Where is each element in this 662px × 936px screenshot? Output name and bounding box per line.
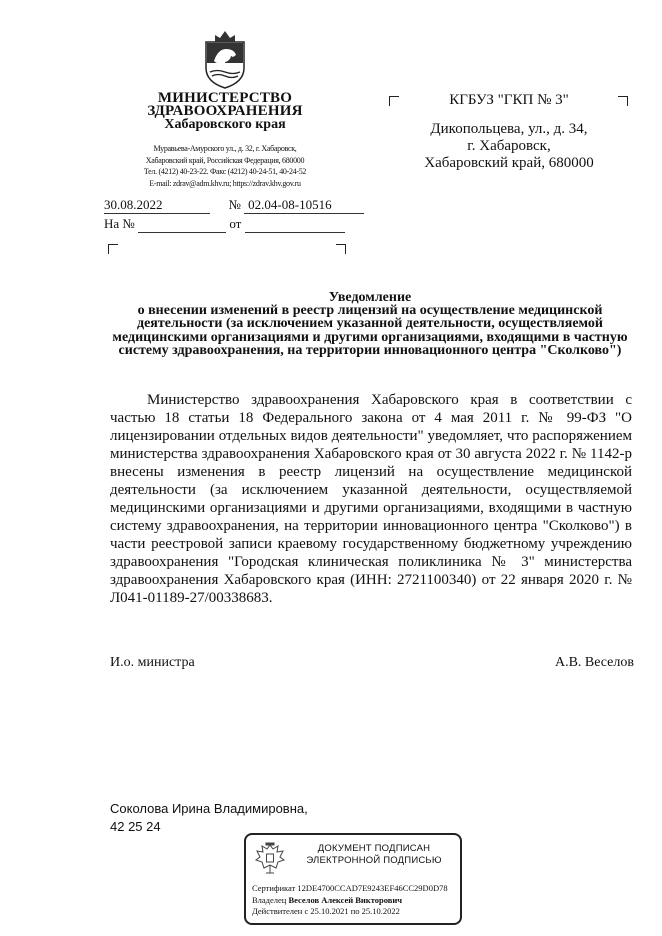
owner-row [252, 895, 448, 907]
coat-of-arms-icon [200, 28, 250, 90]
eagle-emblem-icon [254, 841, 286, 877]
stamp-line-1: ДОКУМЕНТ ПОДПИСАН [317, 843, 431, 854]
address-line: E-mail: zdrav@adm.khv.ru; https://zdrav.khv.gov.ru [149, 178, 301, 188]
executor-block [110, 800, 308, 836]
recipient-org: КГБУЗ "ГКП № 3" [449, 92, 569, 108]
electronic-signature-stamp [244, 833, 462, 925]
address-line: Хабаровский край, Российская Федерация, 680000 [145, 155, 305, 165]
recipient-address-line: Дикопольцева, ул., д. 34, [430, 121, 588, 137]
recipient-address-line: Хабаровский край, 680000 [424, 155, 594, 171]
executor-name: Соколова Ирина Владимировна, [110, 801, 308, 816]
stamp-heading [290, 843, 458, 866]
stamp-line-2: ЭЛЕКТРОННОЙ ПОДПИСЬЮ [306, 854, 442, 866]
notice-title-block [106, 291, 634, 357]
ministry-line-3: Хабаровского края [164, 117, 286, 132]
outgoing-number: 02.04-08-10516 [244, 197, 364, 214]
reply-row [104, 216, 345, 233]
corner-mark [108, 244, 118, 254]
stamp-details [252, 883, 448, 918]
notice-title: Уведомление [328, 290, 412, 305]
registration-row [104, 197, 364, 214]
signatory-name: А.В. Веселов [554, 655, 634, 670]
address-line: Муравьева-Амурского ул., д. 32, г. Хабаровск, [153, 144, 297, 153]
recipient-address-line: г. Хабаровск, [467, 138, 551, 154]
ministry-name [108, 92, 342, 131]
owner-name: Веселов Алексей Викторович [288, 894, 403, 905]
recipient-block [400, 92, 618, 172]
corner-mark [618, 96, 628, 106]
notice-body: Министерство здравоохранения Хабаровского края в соответствии с частью 18 статьи 18 Федерального закона от 4 мая 2011 г. № 99-ФЗ "О лицензировании отдельных видов деятельности" уведомляет, что распоряжением министерства здравоохранения Хабаровского края от 30 августа 2022 г. № 1142-р внесены изменения в реестр лицензий на осуществление медицинской деятельности (за исключением указанной деятельности, осуществляемой медицинскими организациями и другими организациями, входящими в частную систему здравоохранения, на территории инновационного центра "Сколково") в части реестровой записи краевому государственному бюджетному учреждению здравоохранения "Городская клиническая поликлиника № 3" министерства здравоохранения Хабаровского края (ИНН: 2721100340) от 22 января 2020 г. № Л041-01189-27/00338683. [110, 392, 632, 606]
ministry-line-1: МИНИСТЕРСТВО [157, 90, 293, 106]
address-line: Тел. (4212) 40-23-22. Факс (4212) 40-24-51, 40-24-52 [143, 167, 307, 176]
number-label: № [228, 197, 241, 212]
certificate-row [252, 883, 448, 895]
certificate-number: 12DE4700CCAD7E9243EF46CC29D0D78 [297, 883, 448, 893]
validity-row: Действителен с 25.10.2021 по 25.10.2022 [252, 906, 400, 916]
signatory-position: И.о. министра [110, 655, 195, 670]
ministry-address [108, 143, 342, 189]
from-label: от [229, 216, 242, 231]
owner-label: Владелец [252, 894, 287, 905]
corner-mark [389, 96, 399, 106]
reply-label: На № [104, 216, 135, 231]
certificate-label: Сертификат [252, 883, 296, 893]
corner-mark [336, 244, 346, 254]
outgoing-date: 30.08.2022 [104, 197, 210, 214]
notice-subtitle: о внесении изменений в реестр лицензий на осуществление медицинской деятельности (за исключением указанной деятельности, осуществляемой медицинскими организациями и другими организациями, входящими в частную систему здравоохранения, на территории инновационного центра "Сколково") [112, 303, 628, 358]
executor-phone: 42 25 24 [110, 819, 161, 834]
ministry-line-2: ЗДРАВООХРАНЕНИЯ [147, 103, 303, 119]
